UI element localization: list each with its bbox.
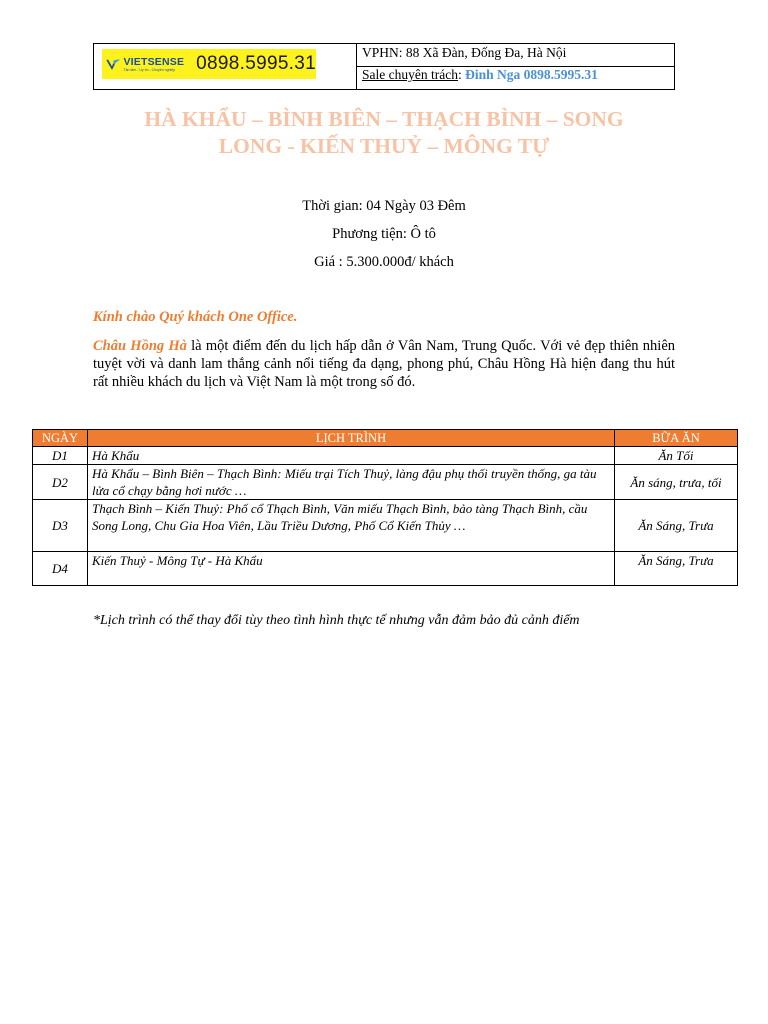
info-cell — [357, 44, 674, 89]
meal-cell: Ăn Sáng, Trưa — [615, 500, 738, 552]
meal-cell: Ăn Sáng, Trưa — [615, 552, 738, 586]
day-cell: D1 — [33, 447, 88, 465]
day-cell: D4 — [33, 552, 88, 586]
greeting: Kính chào Quý khách One Office. — [93, 309, 298, 325]
duration: Thời gian: 04 Ngày 03 Đêm — [302, 198, 466, 214]
title-line-1: HÀ KHẨU – BÌNH BIÊN – THẠCH BÌNH – SONG — [144, 107, 624, 131]
sale-line — [362, 67, 598, 83]
logo-tagline: Tận tâm - Uy tín - Chuyên nghiệp — [123, 67, 176, 72]
table-row — [33, 500, 738, 552]
sale-colon: : — [457, 67, 466, 82]
day-cell: D3 — [33, 500, 88, 552]
meal-cell: Ăn sáng, trưa, tối — [615, 465, 738, 500]
plan-cell: Thạch Bình – Kiến Thuỷ: Phố cổ Thạch Bình, Văn miếu Thạch Bình, bảo tàng Thạch Bình, cầu Song Long, Chu Gia Hoa Viên, Lầu Triều Dương, Phố Cổ Kiến Thủy … — [88, 500, 615, 552]
meal-cell: Ăn Tối — [615, 447, 738, 465]
plan-cell: Hà Khẩu — [88, 447, 615, 465]
logo-brand: VIETSENSE — [123, 55, 185, 68]
table-header-row — [33, 430, 738, 447]
day-cell: D2 — [33, 465, 88, 500]
table-row — [33, 465, 738, 500]
sale-name: Đinh Nga 0898.5995.31 — [465, 67, 598, 82]
intro-place: Châu Hồng Hà — [93, 338, 187, 354]
logo-banner — [102, 49, 316, 79]
sale-label: Sale chuyên trách — [362, 67, 458, 82]
table-row — [33, 447, 738, 465]
header-box — [93, 43, 675, 90]
intro-paragraph — [93, 337, 675, 391]
vietsense-logo-icon — [106, 53, 121, 75]
table-row — [33, 552, 738, 586]
header-plan: LỊCH TRÌNH — [88, 430, 615, 447]
itinerary-table — [32, 429, 738, 586]
page-title — [93, 106, 675, 160]
header-meals: BỮA ĂN — [615, 430, 738, 447]
address: VPHN: 88 Xã Đàn, Đống Đa, Hà Nội — [362, 45, 567, 60]
title-line-2: LONG - KIẾN THUỶ – MÔNG TỰ — [218, 134, 550, 158]
header-day: NGÀY — [33, 430, 88, 447]
price: Giá : 5.300.000đ/ khách — [314, 254, 454, 270]
plan-cell: Kiến Thuỷ - Mông Tự - Hà Khẩu — [88, 552, 615, 586]
plan-cell: Hà Khẩu – Bình Biên – Thạch Bình: Miếu trại Tích Thuỷ, làng đậu phụ thối truyền thống, ga tàu lửa cổ chạy bằng hơi nước … — [88, 465, 615, 500]
logo-phone: 0898.5995.31 — [196, 53, 316, 74]
transport: Phương tiện: Ô tô — [332, 226, 436, 242]
itinerary-note: *Lịch trình có thể thay đổi tùy theo tình hình thực tế nhưng vẫn đảm bảo đủ cảnh điểm — [93, 613, 580, 628]
intro-text: là một điểm đến du lịch hấp dẫn ở Vân Nam, Trung Quốc. Với vẻ đẹp thiên nhiên tuyệt vời và danh lam thắng cảnh nổi tiếng đa dạng, phong phú, Châu Hồng Hà hiện đang thu hút rất nhiều khách du lịch và Việt Nam là một trong số đó. — [93, 338, 676, 390]
logo-cell — [94, 44, 357, 89]
logo-text — [123, 57, 184, 72]
